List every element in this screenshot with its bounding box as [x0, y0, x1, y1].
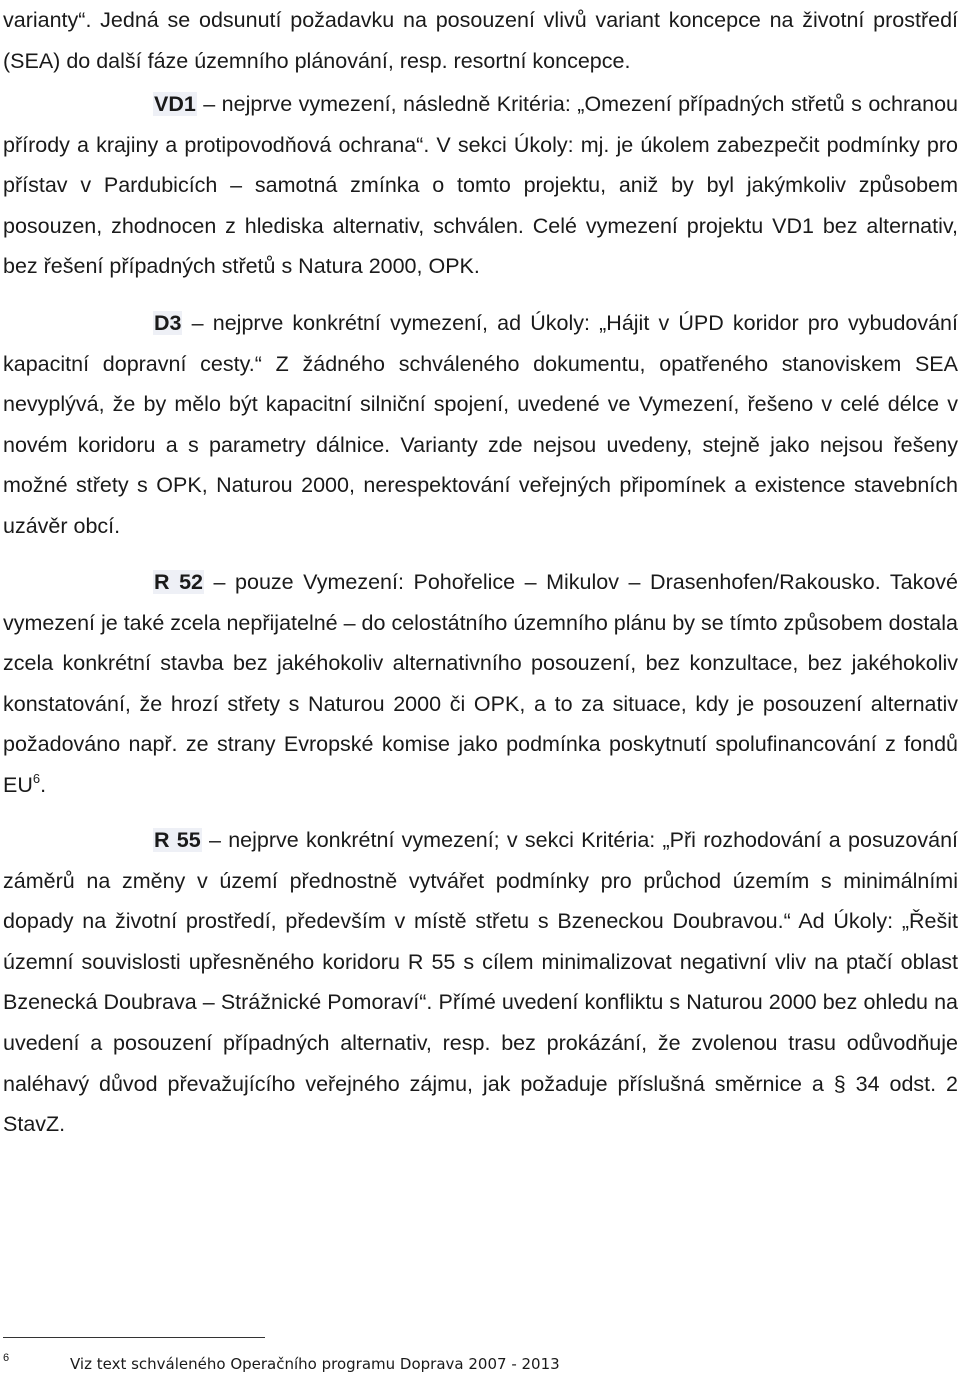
- paragraph-r52: [3, 562, 958, 806]
- footnote-number: 6: [3, 1352, 10, 1364]
- paragraph-end: .: [40, 772, 47, 797]
- footnote-text: Viz text schváleného Operačního programu Doprava 2007 - 2013: [70, 1355, 560, 1373]
- section-label-d3: D3: [154, 311, 182, 335]
- paragraph-intro: [3, 0, 958, 81]
- section-label-r52: R 52: [154, 570, 203, 594]
- section-label-r55: R 55: [154, 828, 201, 852]
- paragraph-text: – nejprve konkrétní vymezení; v sekci Kritéria: „Při rozhodování a posuzování záměrů na změny v území přednostně vytvářet podmínky pro průchod územím s minimálními dopady na životní prostředí, především v místě střetu s Bzeneckou Doubravou.“ Ad Úkoly: „Řešit územní souvislosti upřesněného koridoru R 55 s cílem minimalizovat negativní vliv na ptačí oblast Bzenecká Doubrava – Strážnické Pomoraví“. Přímé uvedení konfliktu s Naturou 2000 bez ohledu na uvedení a posouzení případných alternativ, resp. bez prokázání, že zvolenou trasu odůvodňuje naléhavý důvod převažujícího veřejného zájmu, jak požaduje příslušná směrnice a § 34 odst. 2 StavZ.: [3, 828, 958, 1137]
- section-label-vd1: VD1: [154, 92, 196, 116]
- paragraph-r55: [3, 820, 958, 1145]
- paragraph-text: – nejprve vymezení, následně Kritéria: „Omezení případných střetů s ochranou přírody a krajiny a protipovodňová ochrana“. V sekci Úkoly: mj. je úkolem zabezpečit podmínky pro přístav v Pardubicích – samotná zmínka o tomto projektu, aniž by byl jakýmkoliv způsobem posouzen, zhodnocen z hlediska alternativ, schválen. Celé vymezení projektu VD1 bez alternativ, bez řešení případných střetů s Natura 2000, OPK.: [3, 92, 958, 279]
- paragraph-vd1: [3, 84, 958, 287]
- footnote-separator: [3, 1337, 265, 1338]
- footnote-reference[interactable]: 6: [32, 770, 41, 786]
- paragraph-text: – nejprve konkrétní vymezení, ad Úkoly: „Hájit v ÚPD koridor pro vybudování kapacitní dopravní cesty.“ Z žádného schváleného dokumentu, opatřeného stanoviskem SEA nevyplývá, že by mělo být kapacitní silniční spojení, uvedené ve Vymezení, řešeno v celé délce v novém koridoru a s parametry dálnice. Varianty zde nejsou uvedeny, stejně jako nejsou řešeny možné střety s OPK, Naturou 2000, nerespektování veřejných připomínek a existence stavebních uzávěr obcí.: [3, 311, 958, 538]
- paragraph-text: varianty“. Jedná se odsunutí požadavku na posouzení vlivů variant koncepce na životní prostředí (SEA) do další fáze územního plánování, resp. resortní koncepce.: [3, 8, 958, 73]
- paragraph-text: – pouze Vymezení: Pohořelice – Mikulov – Drasenhofen/Rakousko. Takové vymezení je také zcela nepřijatelné – do celostátního územního plánu by se tímto způsobem dostala zcela konkrétní stavba bez jakéhokoliv alternativního posouzení, bez konzultace, bez jakéhokoliv konstatování, že hrozí střety s Naturou 2000 či OPK, a to za situace, kdy je posouzení alternativ požadováno např. ze strany Evropské komise jako podmínka poskytnutí spolufinancování z fondů EU: [3, 570, 958, 797]
- paragraph-d3: [3, 303, 958, 547]
